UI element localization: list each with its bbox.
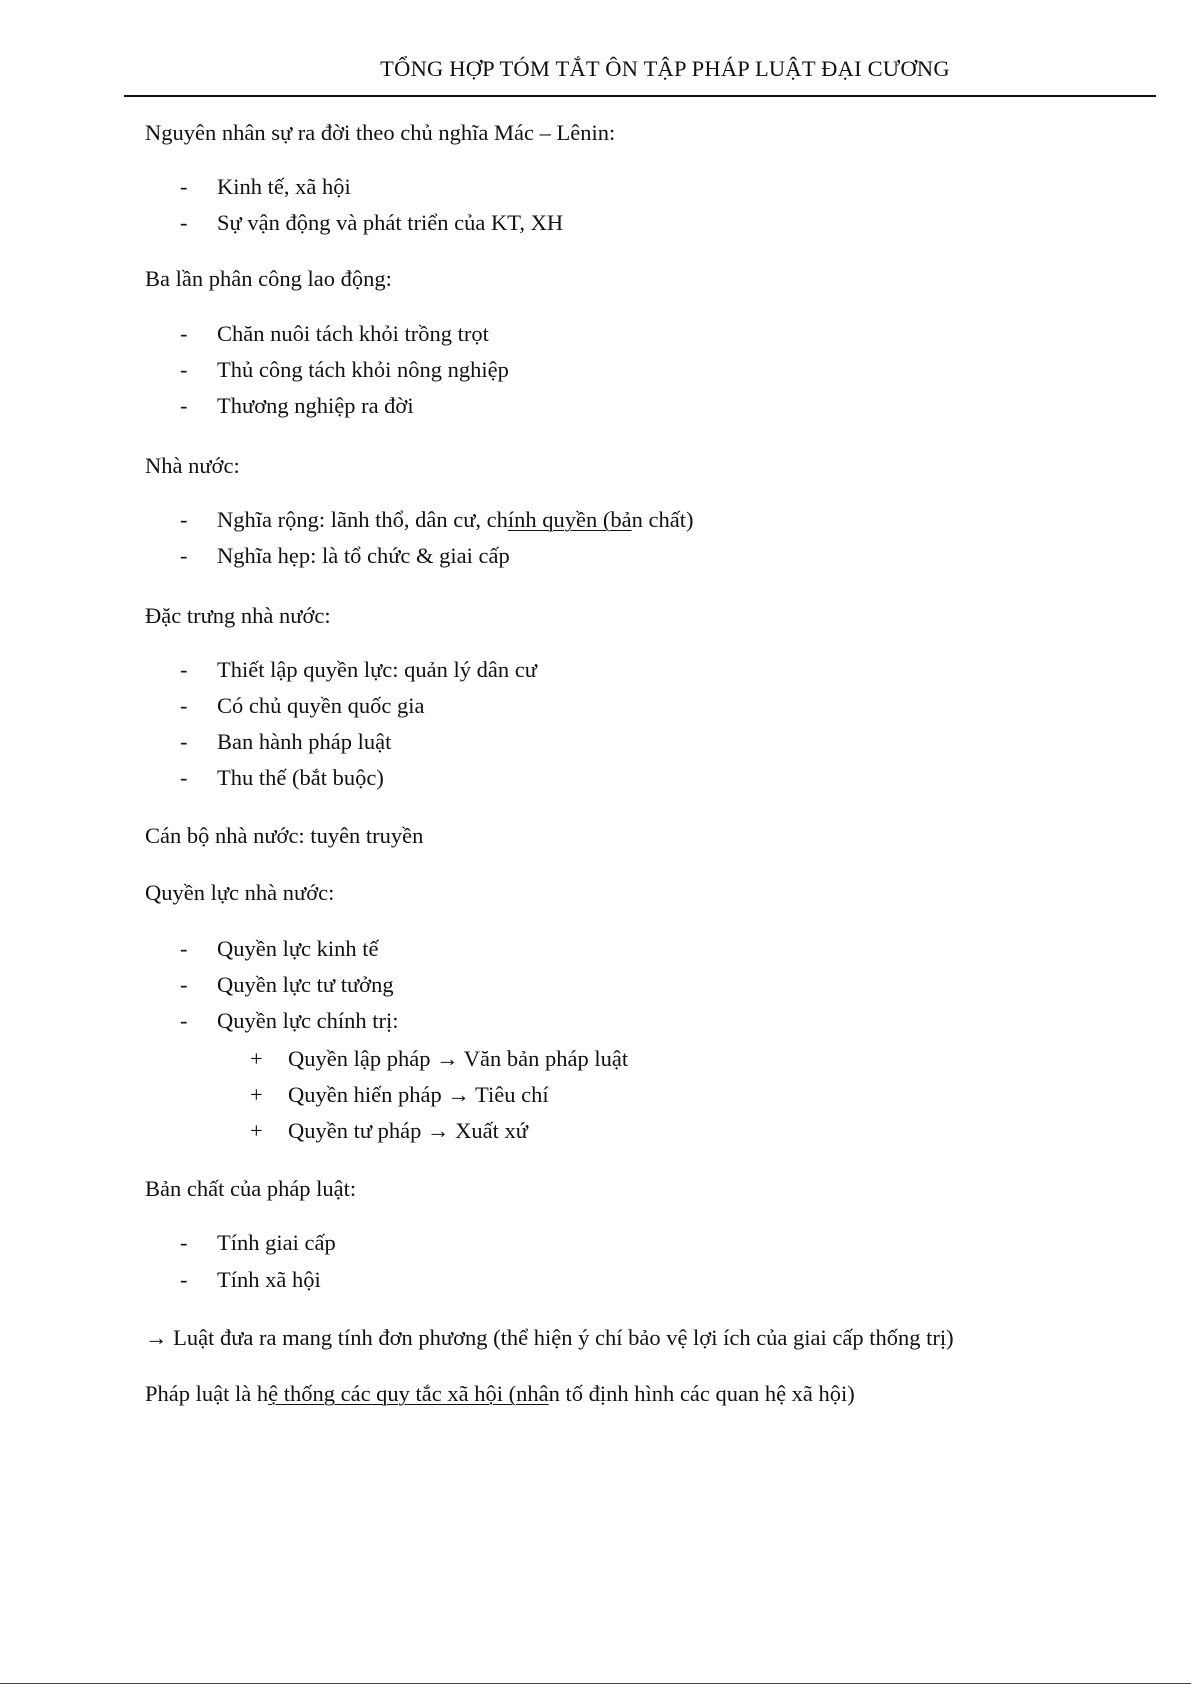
header-divider — [124, 95, 1156, 97]
conclusion-text: → Luật đưa ra mang tính đơn phương (thể hiện ý chí bảo vệ lợi ích của giai cấp thống trị) — [145, 1325, 954, 1350]
list-item: Thủ công tách khỏi nông nghiệp — [217, 357, 509, 382]
bullet-dash: - — [180, 507, 188, 532]
list-item: Sự vận động và phát triển của KT, XH — [217, 210, 564, 235]
bullet-dash: - — [180, 1230, 188, 1255]
section-heading-division-of-labor: Ba lần phân công lao động: — [145, 266, 392, 291]
section-heading-officials: Cán bộ nhà nước: tuyên truyền — [145, 823, 424, 848]
bullet-dash: - — [180, 729, 188, 754]
bullet-plus: + — [250, 1046, 263, 1071]
section-heading-state-power: Quyền lực nhà nước: — [145, 880, 335, 905]
list-item: Quyền lực kinh tế — [217, 936, 379, 961]
bullet-dash: - — [180, 543, 188, 568]
bullet-dash: - — [180, 357, 188, 382]
list-item: Thiết lập quyền lực: quản lý dân cư — [217, 657, 537, 682]
text-segment: Pháp luật là h — [145, 1381, 269, 1406]
list-item: Ban hành pháp luật — [217, 729, 392, 754]
bullet-dash: - — [180, 174, 188, 199]
sub-list-item: Quyền hiến pháp → Tiêu chí — [288, 1082, 549, 1107]
bullet-plus: + — [250, 1118, 263, 1143]
list-item: Chăn nuôi tách khỏi trồng trọt — [217, 321, 489, 346]
bullet-dash: - — [180, 657, 188, 682]
list-item: Tính xã hội — [217, 1267, 321, 1292]
text-segment: n chất) — [631, 507, 694, 532]
bullet-dash: - — [180, 936, 188, 961]
page-bottom-edge — [0, 1683, 1191, 1684]
bullet-dash: - — [180, 1008, 188, 1033]
bullet-dash: - — [180, 321, 188, 346]
list-item: Có chủ quyền quốc gia — [217, 693, 425, 718]
underlined-text-segment: ính quyền (bả — [507, 507, 632, 532]
bullet-plus: + — [250, 1082, 263, 1107]
underlined-text-segment: ệ thống các quy tắc xã hội (nhâ — [268, 1381, 549, 1406]
list-item: Thương nghiệp ra đời — [217, 393, 414, 418]
list-item: Kinh tế, xã hội — [217, 174, 351, 199]
bullet-dash: - — [180, 1267, 188, 1292]
bullet-dash: - — [180, 210, 188, 235]
bullet-dash: - — [180, 693, 188, 718]
list-item: Thu thế (bắt buộc) — [217, 765, 384, 790]
section-heading-state-features: Đặc trưng nhà nước: — [145, 603, 331, 628]
list-item: Tính giai cấp — [217, 1230, 336, 1255]
section-heading-state: Nhà nước: — [145, 453, 240, 478]
text-segment: n tố định hình các quan hệ xã hội) — [548, 1381, 855, 1406]
list-item — [217, 507, 693, 533]
bullet-dash: - — [180, 972, 188, 997]
page-header-title: TỔNG HỢP TÓM TẮT ÔN TẬP PHÁP LUẬT ĐẠI CƯƠNG — [380, 56, 950, 81]
list-item: Quyền lực tư tưởng — [217, 972, 394, 997]
sub-list-item: Quyền lập pháp → Văn bản pháp luật — [288, 1046, 629, 1071]
list-item: Quyền lực chính trị: — [217, 1008, 399, 1033]
sub-list-item: Quyền tư pháp → Xuất xứ — [288, 1118, 528, 1143]
list-item: Nghĩa hẹp: là tổ chức & giai cấp — [217, 543, 510, 568]
bullet-dash: - — [180, 393, 188, 418]
section-heading-origin: Nguyên nhân sự ra đời theo chủ nghĩa Mác – Lênin: — [145, 120, 616, 145]
section-heading-nature-of-law: Bản chất của pháp luật: — [145, 1176, 357, 1201]
text-segment: Nghĩa rộng: lãnh thổ, dân cư, ch — [217, 507, 508, 532]
law-definition — [145, 1381, 855, 1407]
bullet-dash: - — [180, 765, 188, 790]
